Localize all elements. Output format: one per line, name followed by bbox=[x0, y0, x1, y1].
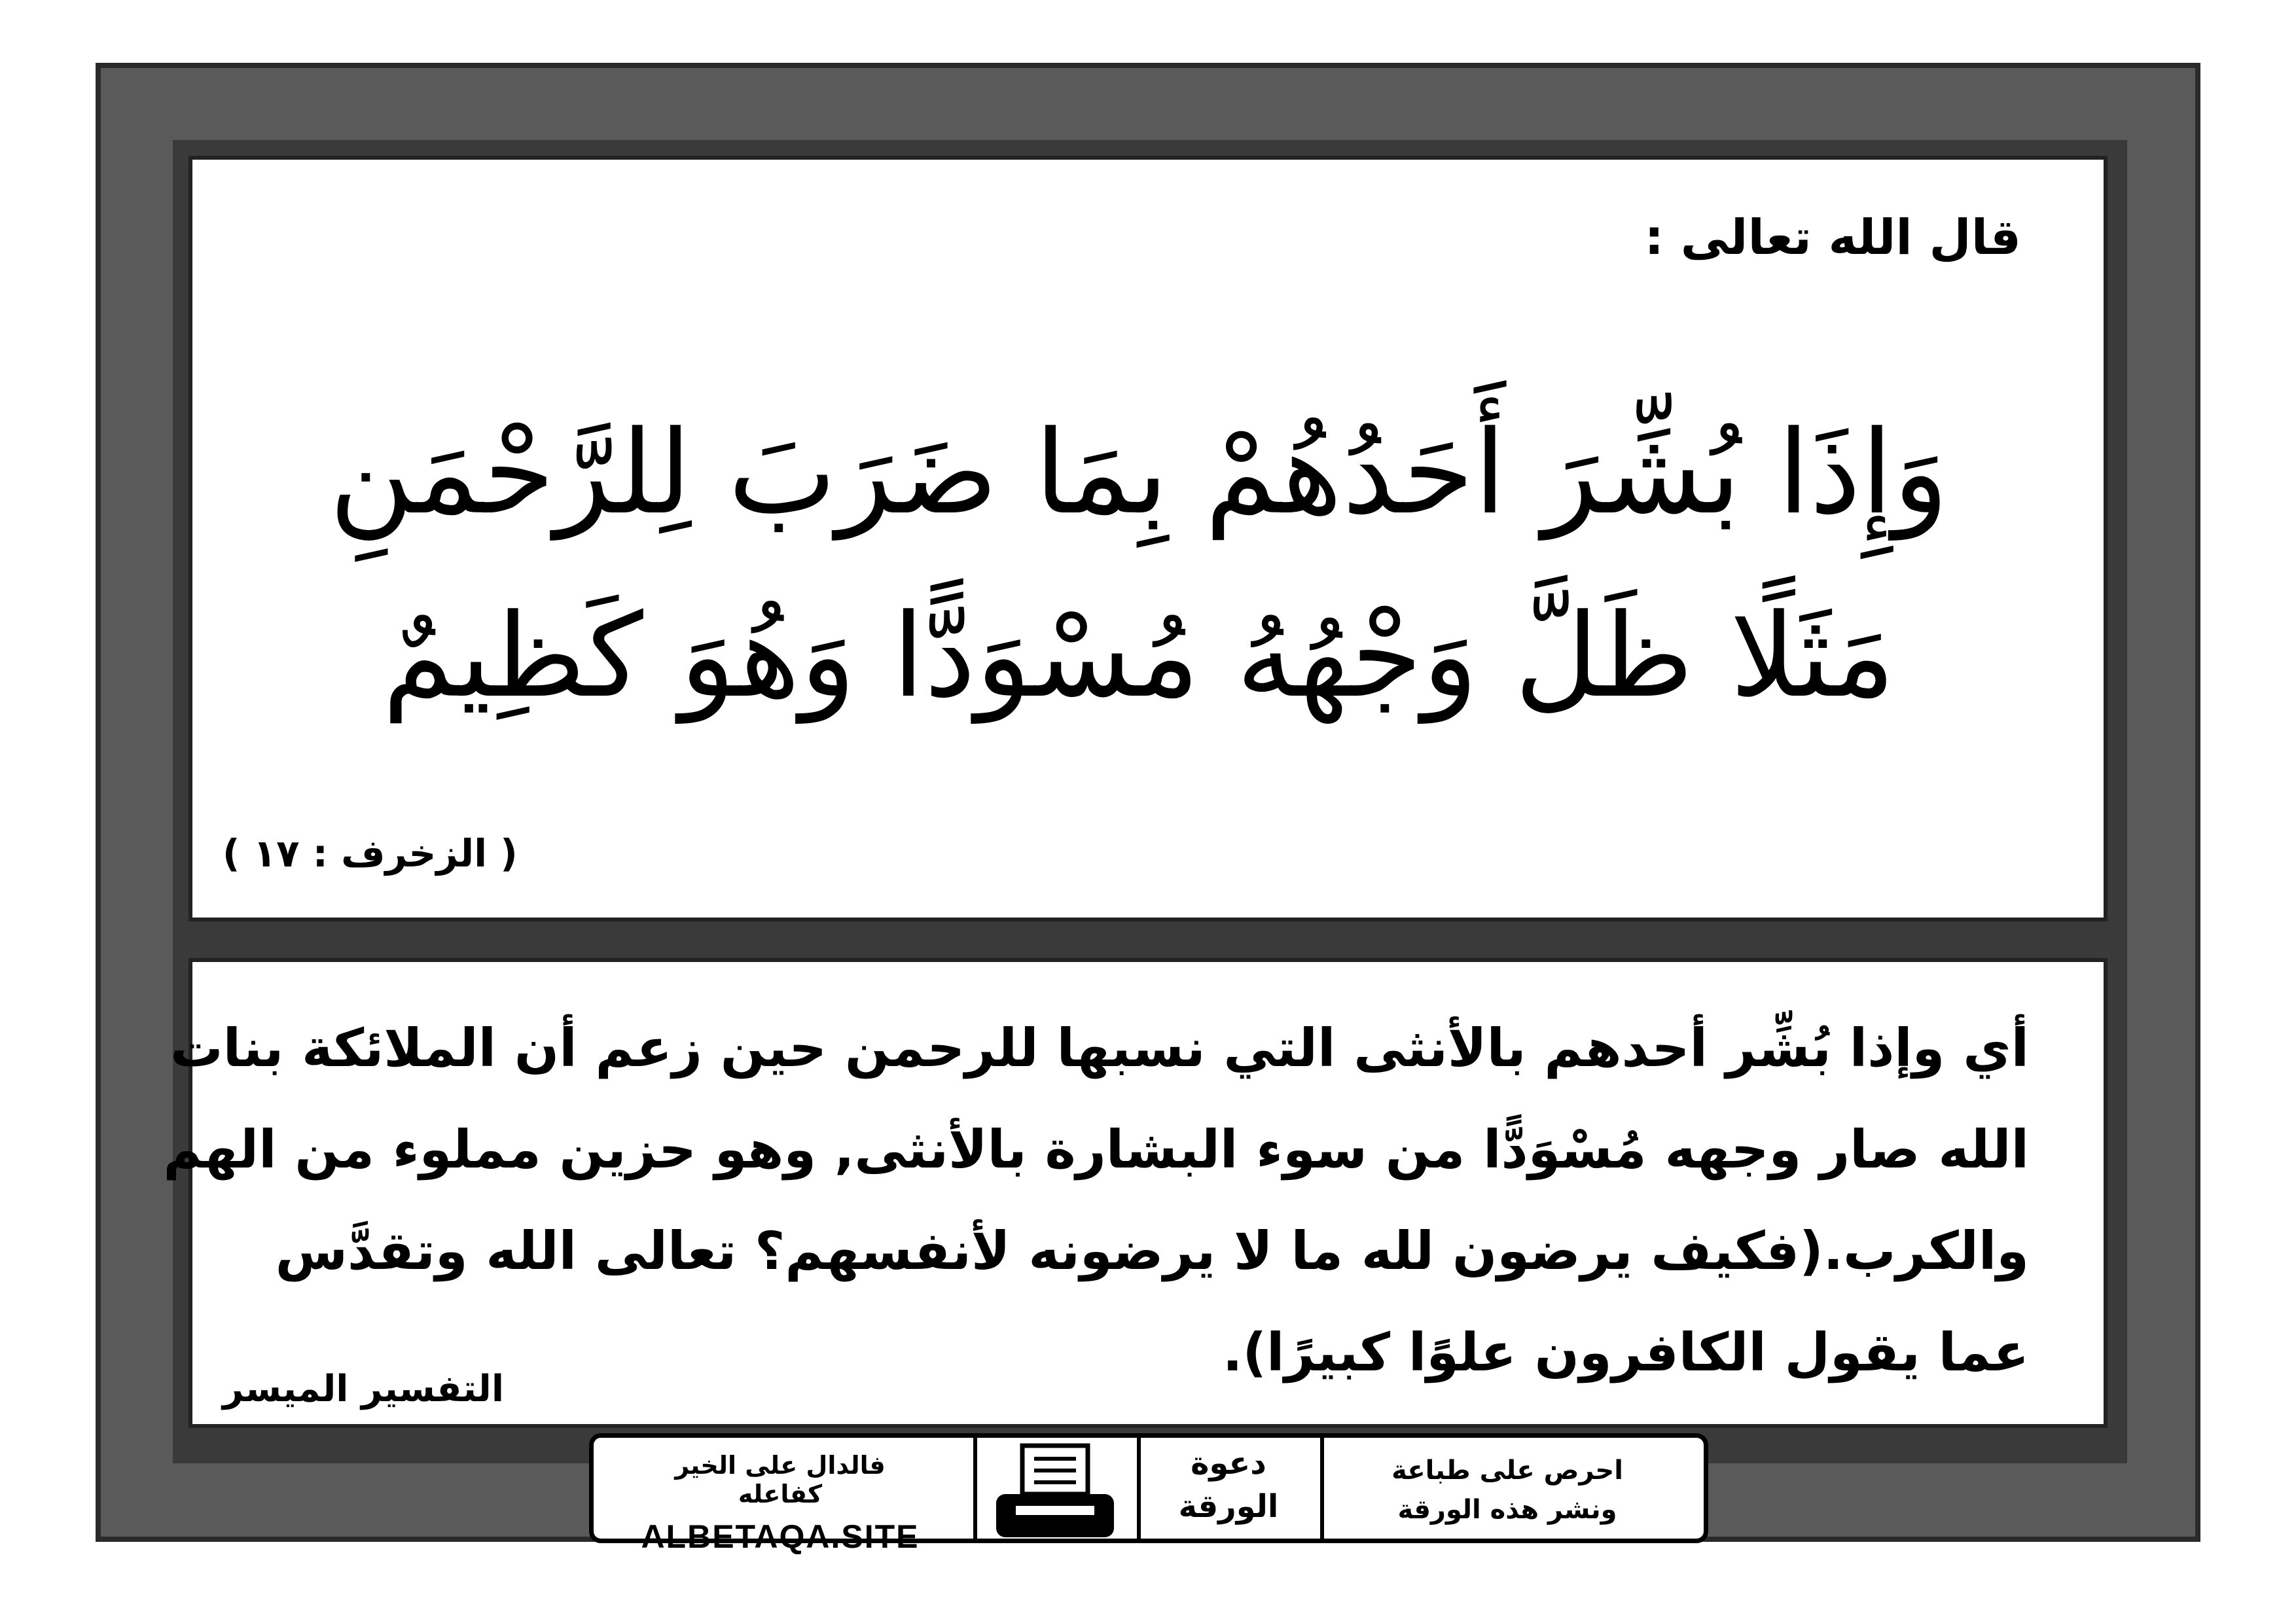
tafsir-source: التفسير الميسر bbox=[223, 1368, 505, 1410]
site-link[interactable]: ALBETAQA.SITE bbox=[641, 1518, 920, 1555]
verse-line-2: مَثَلًا ظَلَّ وَجْهُهُ مُسْوَدًّا وَهُوَ كَظِيمٌ bbox=[382, 589, 1895, 723]
footer-divider bbox=[1137, 1438, 1141, 1539]
verse-reference: ( الزخرف : ١٧ ) bbox=[223, 831, 518, 876]
call-line-2: ونشر هذه الورقة bbox=[1397, 1495, 1617, 1525]
footer-motto: فالدال على الخير كفاعله bbox=[675, 1451, 886, 1508]
panel-divider bbox=[188, 921, 2108, 958]
tafsir-line-2: الله صار وجهه مُسْوَدًّا من سوء البشارة بالأنثى, وهو حزين مملوء من الهم bbox=[163, 1119, 2029, 1180]
tafsir-line-3: والكرب.(فكيف يرضون لله ما لا يرضونه لأنفسهم؟ تعالى الله وتقدَّس bbox=[275, 1221, 2029, 1281]
logo-text bbox=[1170, 1442, 1287, 1540]
tafsir-line-4: عما يقول الكافرون علوًا كبيرًا). bbox=[1223, 1322, 2029, 1383]
tafsir-line-1: أي وإذا بُشِّر أحدهم بالأنثى التي نسبها للرحمن حين زعم أن الملائكة بنات bbox=[170, 1018, 2029, 1079]
verse-line-1: وَإِذَا بُشِّرَ أَحَدُهُمْ بِمَا ضَرَبَ لِلرَّحْمَنِ bbox=[329, 406, 1949, 540]
footer-bar bbox=[589, 1433, 1708, 1555]
printer-icon bbox=[990, 1443, 1121, 1544]
logo-line-1: دعوة bbox=[1191, 1445, 1266, 1482]
logo-line-2: الورقة bbox=[1178, 1488, 1279, 1525]
footer-call-block bbox=[1350, 1451, 1664, 1529]
footer-divider bbox=[1320, 1438, 1324, 1539]
quote-intro: قال الله تعالى : bbox=[1644, 209, 2021, 266]
footer-site-block bbox=[633, 1451, 927, 1556]
call-line-1: احرص على طباعة bbox=[1391, 1455, 1623, 1486]
footer-divider bbox=[973, 1438, 977, 1539]
